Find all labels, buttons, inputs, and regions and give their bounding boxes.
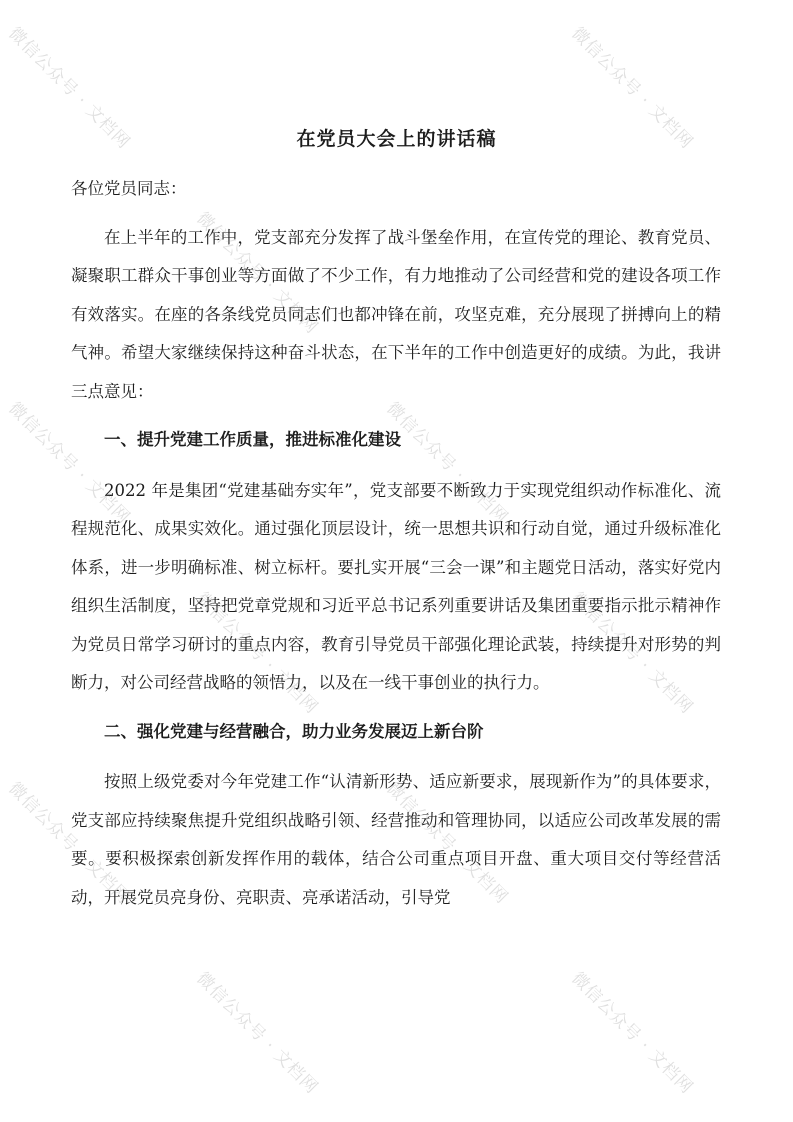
section-body-2: 按照上级党委对今年党建工作“认清新形势、适应新要求，展现新作为”的具体要求，党支部应持续聚焦提升党组织战略引领、经营推动和管理协同，以适应公司改革发展的需要。要积极探索创新发挥作用的载体，结合公司重点项目开盘、重大项目交付等经营活动，开展党员亮身份、亮职责、亮承诺活动，引导党 (71, 772, 721, 907)
section-heading-1: 一、提升党建工作质量，推进标准化建设 (104, 430, 401, 449)
watermark: 微信公众号 · 文档网 (4, 778, 134, 909)
document-title: 在党员大会上的讲话稿 (296, 128, 497, 150)
watermark: 微信公众号 · 文档网 (567, 588, 697, 719)
watermark: 微信公众号 · 文档网 (192, 588, 322, 719)
watermark: 微信公众号 · 文档网 (4, 398, 134, 529)
watermark: 微信公众号 · 文档网 (192, 968, 322, 1099)
intro-paragraph: 在上半年的工作中，党支部充分发挥了战斗堡垒作用，在宣传党的理论、教育党员、凝聚职工群众干事创业等方面做了不少工作，有力地推动了公司经营和党的建设各项工作有效落实。在座的各条线党员同志们也都冲锋在前，攻坚克难，充分展现了拼搏向上的精气神。希望大家继续保持这种奋斗状态，在下半年的工作中创造更好的成绩。为此，我讲三点意见： (71, 227, 721, 401)
section-body-1: 2022 年是集团“党建基础夯实年”，党支部要不断致力于实现党组织动作标准化、流程规范化、成果实效化。通过强化顶层设计，统一思想共识和行动自觉，通过升级标准化体系，进一步明确标准、树立标杆。要扎实开展“三会一课”和主题党日活动，落实好党内组织生活制度，坚持把党章党规和习近平总书记系列重要讲话及集团重要指示批示精神作为党员日常学习研讨的重点内容，教育引导党员干部强化理论武装，持续提升对形势的判断力，对公司经营战略的领悟力，以及在一线干事创业的执行力。 (71, 480, 721, 692)
watermark: 微信公众号 · 文档网 (567, 968, 697, 1099)
document-body (71, 170, 721, 917)
section-heading-2: 二、强化党建与经营融合，助力业务发展迈上新台阶 (104, 721, 484, 741)
watermark: 微信公众号 · 文档网 (382, 398, 512, 529)
watermark: 微信公众号 · 文档网 (382, 778, 512, 909)
watermark: 微信公众号 · 文档网 (192, 208, 322, 339)
salutation: 各位党员同志： (71, 179, 187, 198)
watermark: 微信公众号 · 文档网 (4, 23, 134, 154)
watermark: 微信公众号 · 文档网 (567, 23, 697, 154)
